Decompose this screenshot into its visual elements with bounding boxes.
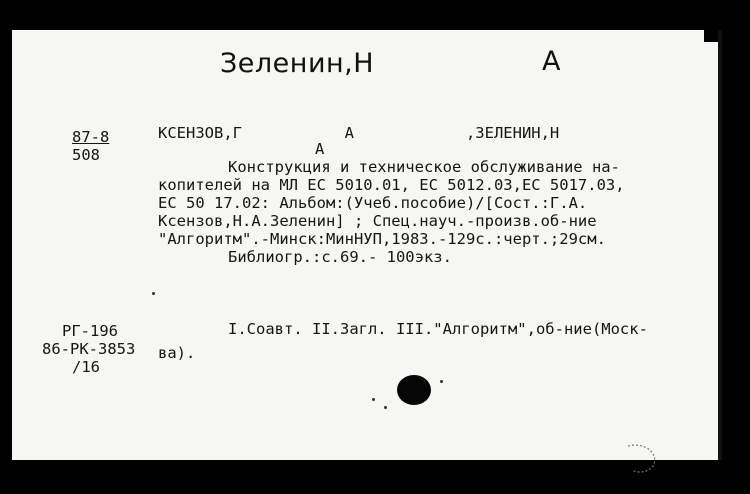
- heading-sub: А: [315, 140, 325, 158]
- registry-line1: РГ-196: [62, 322, 118, 340]
- ink-speck: [384, 406, 387, 409]
- body-line-2: копителей на МЛ ЕС 5010.01, ЕС 5012.03,ЕС 5017.03,: [158, 176, 625, 194]
- catalog-card: [12, 30, 722, 460]
- card-corner-notch: [704, 30, 718, 42]
- pencil-mark: [624, 440, 664, 478]
- tracing-line2: ва).: [158, 344, 196, 362]
- body-line-4: Ксензов,Н.А.Зеленин] ; Спец.науч.-произв.об-ние: [158, 212, 597, 230]
- handwritten-letter: А: [542, 46, 561, 77]
- ink-blot: [397, 375, 431, 405]
- body-line-1: Конструкция и техническое обслуживание на-: [228, 158, 620, 176]
- body-line-5: "Алгоритм".-Минск:МинНУП,1983.-129с.:черт.;29см.: [158, 230, 606, 248]
- tracing-line1: I.Соавт. II.Загл. III."Алгоритм",об-ние(Моск-: [228, 320, 648, 338]
- ink-speck: [440, 380, 443, 383]
- handwritten-author: Зеленин,Н: [220, 48, 375, 79]
- ink-speck: [152, 292, 155, 295]
- body-line-6: Библиогр.:с.69.- 100экз.: [228, 248, 452, 266]
- heading-line: КСЕНЗОВ,Г А ,ЗЕЛЕНИН,Н: [158, 124, 560, 142]
- body-line-3: ЕС 50 17.02: Альбом:(Учеб.пособие)/[Сост.:Г.А.: [158, 194, 588, 212]
- registry-line3: /16: [72, 358, 100, 376]
- registry-line2: 86-РК-3853: [42, 340, 136, 358]
- shelf-code-line1: 87-8: [72, 128, 110, 146]
- shelf-code-line2: 508: [72, 146, 100, 164]
- ink-speck: [372, 398, 375, 401]
